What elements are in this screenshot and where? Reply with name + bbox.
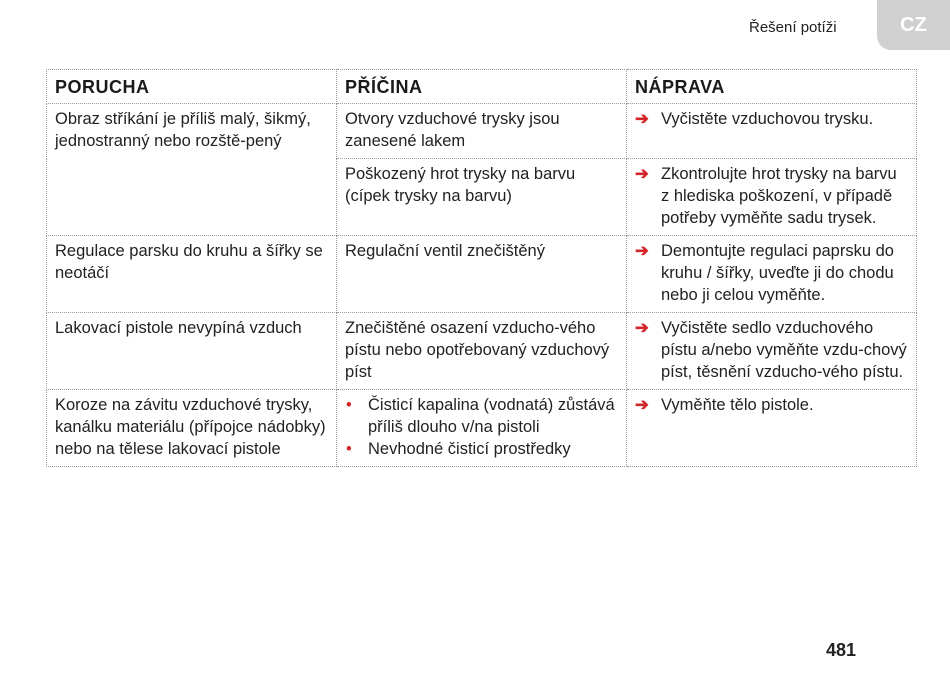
problem-cell: Obraz stříkání je příliš malý, šikmý, jednostranný nebo rozště-pený	[47, 104, 337, 236]
list-item	[345, 394, 618, 438]
remedy-text: Vyčistěte vzduchovou trysku.	[661, 110, 874, 128]
header-remedy: NÁPRAVA	[627, 70, 917, 104]
cause-cell: Regulační ventil znečištěný	[337, 236, 627, 313]
bullet-icon: •	[346, 440, 352, 458]
remedy-text: Vyčistěte sedlo vzduchového pístu a/nebo vyměňte vzdu-chový píst, těsnění vzducho-vého pístu.	[661, 319, 907, 381]
arrow-right-icon: ➔	[635, 396, 649, 414]
cause-cell: Znečištěné osazení vzducho-vého pístu nebo opotřebovaný vzduchový píst	[337, 313, 627, 390]
remedy-text: Vyměňte tělo pistole.	[661, 396, 814, 414]
cause-list	[345, 394, 618, 460]
table-row	[47, 313, 917, 390]
remedy-text: Demontujte regulaci paprsku do kruhu / šířky, uveďte ji do chodu nebo ji celou vyměňte.	[661, 242, 894, 304]
cause-text: Nevhodné čisticí prostředky	[368, 440, 571, 458]
troubleshooting-table	[46, 69, 917, 467]
arrow-right-icon: ➔	[635, 319, 649, 337]
problem-cell: Regulace parsku do kruhu a šířky se neotáčí	[47, 236, 337, 313]
language-tab: CZ	[877, 0, 950, 50]
arrow-right-icon: ➔	[635, 242, 649, 260]
cause-cell: Otvory vzduchové trysky jsou zanesené lakem	[337, 104, 627, 159]
table-row	[47, 236, 917, 313]
arrow-right-icon: ➔	[635, 110, 649, 128]
problem-cell: Koroze na závitu vzduchové trysky, kanálku materiálu (přípojce nádobky) nebo na tělese lakovací pistole	[47, 390, 337, 467]
list-item	[345, 438, 618, 460]
remedy-cell	[627, 104, 917, 159]
remedy-cell	[627, 236, 917, 313]
table-row	[47, 104, 917, 159]
table-row	[47, 390, 917, 467]
table-header-row	[47, 70, 917, 104]
header-problem: PORUCHA	[47, 70, 337, 104]
arrow-right-icon: ➔	[635, 165, 649, 183]
section-title: Řešení potíži	[749, 19, 837, 36]
cause-cell: Poškozený hrot trysky na barvu (cípek trysky na barvu)	[337, 159, 627, 236]
cause-cell	[337, 390, 627, 467]
remedy-cell	[627, 313, 917, 390]
cause-text: Čisticí kapalina (vodnatá) zůstává příliš dlouho v/na pistoli	[368, 396, 615, 436]
remedy-cell	[627, 159, 917, 236]
remedy-cell	[627, 390, 917, 467]
page-number: 481	[826, 640, 857, 660]
bullet-icon: •	[346, 396, 352, 414]
header-cause: PŘÍČINA	[337, 70, 627, 104]
problem-cell: Lakovací pistole nevypíná vzduch	[47, 313, 337, 390]
remedy-text: Zkontrolujte hrot trysky na barvu z hlediska poškození, v případě potřeby vyměňte sadu trysek.	[661, 165, 897, 227]
